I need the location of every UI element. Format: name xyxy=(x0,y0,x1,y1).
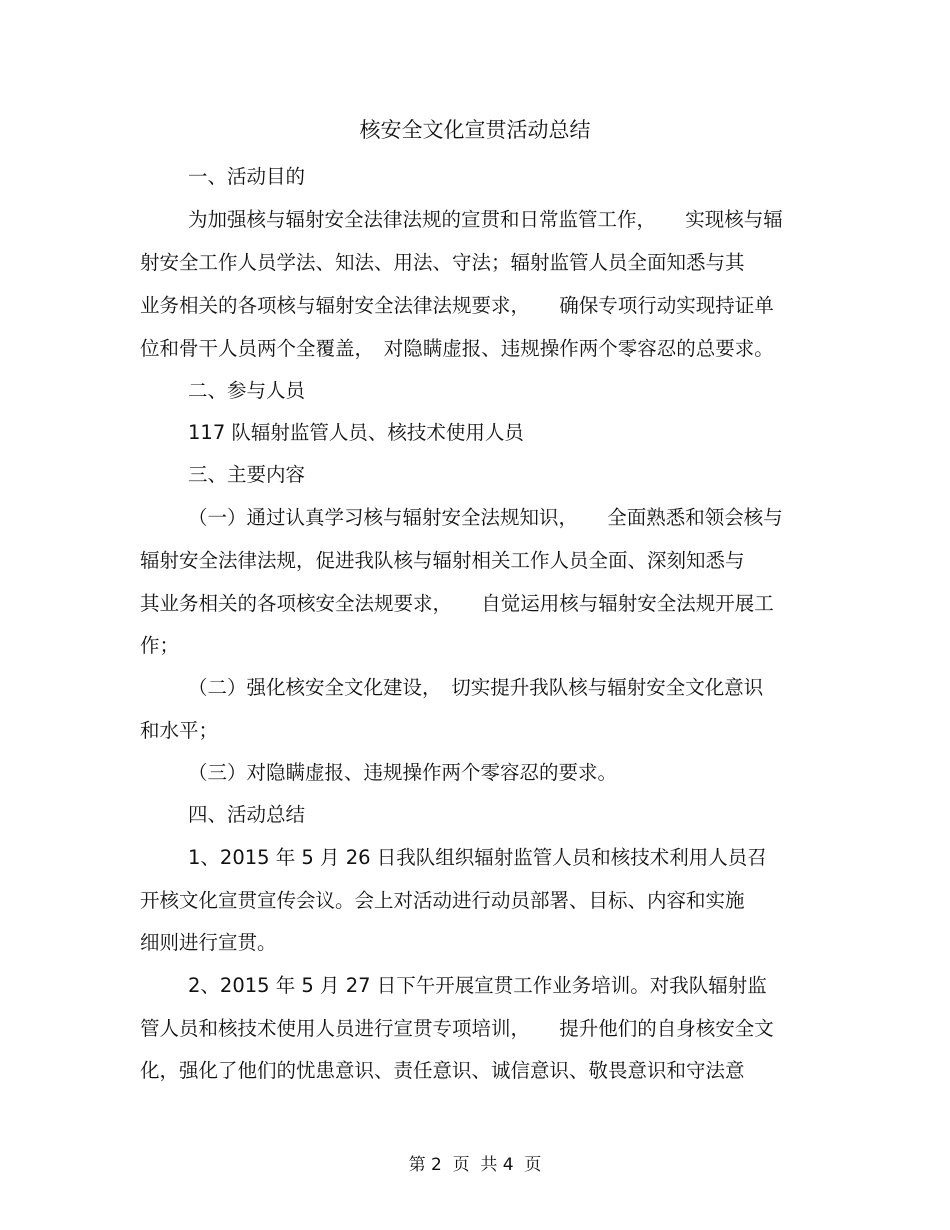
paragraph-line: （一）通过认真学习核与辐射安全法规知识， 全面熟悉和领会核与 xyxy=(188,506,783,529)
section-heading-purpose: 一、活动目的 xyxy=(188,165,306,188)
paragraph-line: 1、2015 年 5 月 26 日我队组织辐射监管人员和核技术利用人员召 xyxy=(188,846,767,869)
paragraph-line: 作； xyxy=(140,634,180,657)
paragraph-line: 2、2015 年 5 月 27 日下午开展宣贯工作业务培训。对我队辐射监 xyxy=(188,974,767,997)
paragraph-line: 117 队辐射监管人员、核技术使用人员 xyxy=(188,421,524,444)
paragraph-line: 开核文化宣贯宣传会议。会上对活动进行动员部署、目标、内容和实施 xyxy=(140,889,745,912)
section-heading-content: 三、主要内容 xyxy=(188,463,306,486)
paragraph-line: 为加强核与辐射安全法律法规的宣贯和日常监管工作， 实现核与辐 xyxy=(188,208,783,231)
page-indicator: 第 2 页 共 4 页 xyxy=(408,1155,542,1175)
paragraph-line: 管人员和核技术使用人员进行宣贯专项培训， 提升他们的自身核安全文 xyxy=(140,1017,774,1040)
paragraph-line: 射安全工作人员学法、知法、用法、守法；辐射监管人员全面知悉与其 xyxy=(140,251,745,274)
section-heading-summary: 四、活动总结 xyxy=(188,803,306,826)
paragraph-line: 辐射安全法律法规，促进我队核与辐射相关工作人员全面、深刻知悉与 xyxy=(140,549,745,572)
paragraph-line: 位和骨干人员两个全覆盖， 对隐瞒虚报、违规操作两个零容忍的总要求。 xyxy=(140,337,774,360)
section-heading-participants: 二、参与人员 xyxy=(188,379,306,402)
document-title: 核安全文化宣贯活动总结 xyxy=(359,118,591,142)
paragraph-line: 业务相关的各项核与辐射安全法律法规要求， 确保专项行动实现持证单 xyxy=(140,294,774,317)
paragraph-line: （三）对隐瞒虚报、违规操作两个零容忍的要求。 xyxy=(188,761,618,784)
paragraph-line: 和水平； xyxy=(140,719,219,742)
paragraph-line: 化，强化了他们的忧患意识、责任意识、诚信意识、敬畏意识和守法意 xyxy=(140,1059,745,1082)
paragraph-line: 其业务相关的各项核安全法规要求， 自觉运用核与辐射安全法规开展工 xyxy=(140,592,774,615)
paragraph-line: （二）强化核安全文化建设， 切实提升我队核与辐射安全文化意识 xyxy=(188,676,764,699)
paragraph-line: 细则进行宣贯。 xyxy=(140,931,277,954)
